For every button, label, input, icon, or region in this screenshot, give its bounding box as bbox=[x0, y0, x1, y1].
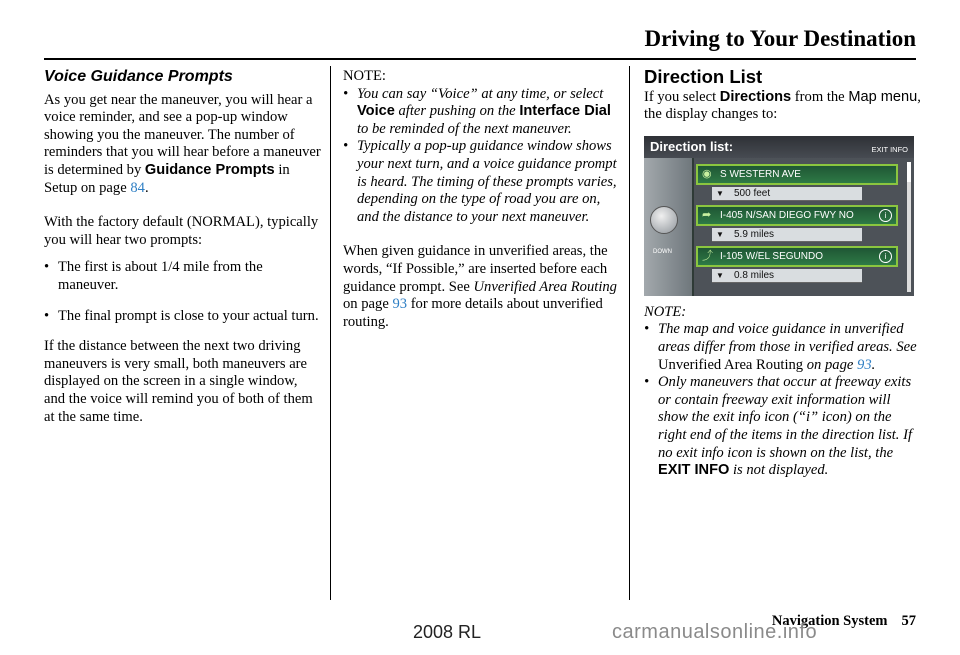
guidance-prompts-term: Guidance Prompts bbox=[144, 161, 275, 178]
note-bullet-list bbox=[343, 86, 618, 227]
page-84-link[interactable]: 84 bbox=[130, 179, 145, 196]
page-number: 57 bbox=[901, 613, 916, 629]
direction-distance: ▼ 500 feet bbox=[712, 187, 862, 201]
turn-right-icon: ➦ bbox=[702, 208, 712, 221]
exit-info-icon: i bbox=[879, 209, 892, 222]
voice-term: Voice bbox=[357, 103, 395, 120]
list-item: • Typically a pop-up guidance window shows your next turn, and a voice guidance prompt is heard. The timing of these prompts varies, depending on the type of road you are on, and the distance to your next maneuver. bbox=[343, 138, 618, 226]
screen-scrollbar[interactable] bbox=[907, 162, 911, 292]
down-arrow-icon: ▼ bbox=[716, 188, 724, 198]
column-right bbox=[644, 68, 922, 480]
section-heading-voice-guidance: Voice Guidance Prompts bbox=[44, 68, 233, 85]
direction-row[interactable]: ➦ I-405 N/SAN DIEGO FWY NO i bbox=[696, 205, 898, 226]
paragraph-short-distance: If the distance between the next two driving maneuvers is very small, both maneuvers are displayed on the screen in a single window, and the voice will remind you of both of them at the same time. bbox=[44, 338, 313, 425]
list-item: • The first is about 1/4 mile from the maneuver. bbox=[44, 259, 322, 294]
direction-row[interactable]: ◉ S WESTERN AVE bbox=[696, 164, 898, 185]
site-watermark: carmanualsonline.info bbox=[612, 621, 818, 643]
list-item: • You can say “Voice” at any time, or select Voice after pushing on the Interface Dial to be reminded of the next maneuver. bbox=[343, 86, 618, 139]
exit-info-icon: i bbox=[879, 250, 892, 263]
down-arrow-icon: ▼ bbox=[716, 270, 724, 280]
destination-pin-icon: ◉ bbox=[702, 167, 712, 180]
down-label: DOWN bbox=[653, 248, 672, 255]
page-93-link[interactable]: 93 bbox=[392, 296, 408, 313]
paragraph-unverified-areas: When given guidance in unverified areas, the words, “If Possible,” are inserted before each guidance prompt. See Unverified Area Routing on page 93 for more details about unverified routing. bbox=[343, 243, 617, 330]
note-bullet-list bbox=[644, 321, 922, 479]
column-divider-2 bbox=[629, 66, 630, 600]
turn-left-icon: ⤴ bbox=[702, 249, 713, 262]
list-item: • The final prompt is close to your actual turn. bbox=[44, 308, 322, 326]
direction-row[interactable]: ⤴ I-105 W/EL SEGUNDO i bbox=[696, 246, 898, 267]
exit-info-term: EXIT INFO bbox=[658, 462, 730, 479]
scrollbar-thumb[interactable] bbox=[907, 162, 911, 182]
down-arrow-icon: ▼ bbox=[716, 229, 724, 239]
map-menu-term: Map menu bbox=[848, 88, 918, 105]
column-middle bbox=[343, 68, 618, 348]
section-heading-direction-list: Direction List bbox=[644, 66, 763, 87]
direction-distance: ▼ 5.9 miles bbox=[712, 228, 862, 242]
prompt-bullet-list bbox=[44, 259, 322, 325]
interface-dial-term: Interface Dial bbox=[519, 103, 611, 120]
model-watermark: 2008 RL bbox=[413, 622, 482, 642]
footer-label: Navigation System bbox=[771, 613, 888, 629]
column-divider-1 bbox=[330, 66, 331, 600]
screen-title: Direction list: bbox=[650, 138, 734, 154]
page-header-title: Driving to Your Destination bbox=[644, 26, 916, 51]
paragraph-voice-reminder: As you get near the maneuver, you will hear a voice reminder, and see a pop-up window showing you the maneuver. The number of reminders that you will hear before a maneuver is determined by Guidance Prompts in Setup on page 84. bbox=[44, 91, 321, 196]
column-left bbox=[44, 68, 322, 443]
paragraph-factory-default: With the factory default (NORMAL), typically you will hear two prompts: bbox=[44, 214, 319, 248]
note-label: NOTE: bbox=[644, 303, 687, 320]
header-rule bbox=[44, 58, 916, 60]
paragraph-direction-intro: If you select Directions from the Map menu, the display changes to: bbox=[644, 88, 921, 123]
directions-term: Directions bbox=[719, 88, 792, 105]
list-item: • The map and voice guidance in unverified areas differ from those in verified areas. See Unverified Area Routing on page 93. bbox=[644, 321, 922, 374]
page-93-link[interactable]: 93 bbox=[857, 356, 872, 373]
interface-dial-icon bbox=[650, 206, 678, 234]
note-label: NOTE: bbox=[343, 68, 386, 84]
list-item: • Only maneuvers that occur at freeway exits or contain freeway exit information will show the exit info icon (“i” icon) on the right end of the items in the direction list. If no exit info icon is shown on the list, the EXIT INFO is not displayed. bbox=[644, 374, 922, 480]
route-line bbox=[692, 158, 694, 296]
direction-distance: ▼ 0.8 miles bbox=[712, 269, 862, 283]
direction-list-screenshot bbox=[644, 136, 914, 296]
exit-info-button[interactable]: EXIT INFO bbox=[871, 144, 908, 154]
